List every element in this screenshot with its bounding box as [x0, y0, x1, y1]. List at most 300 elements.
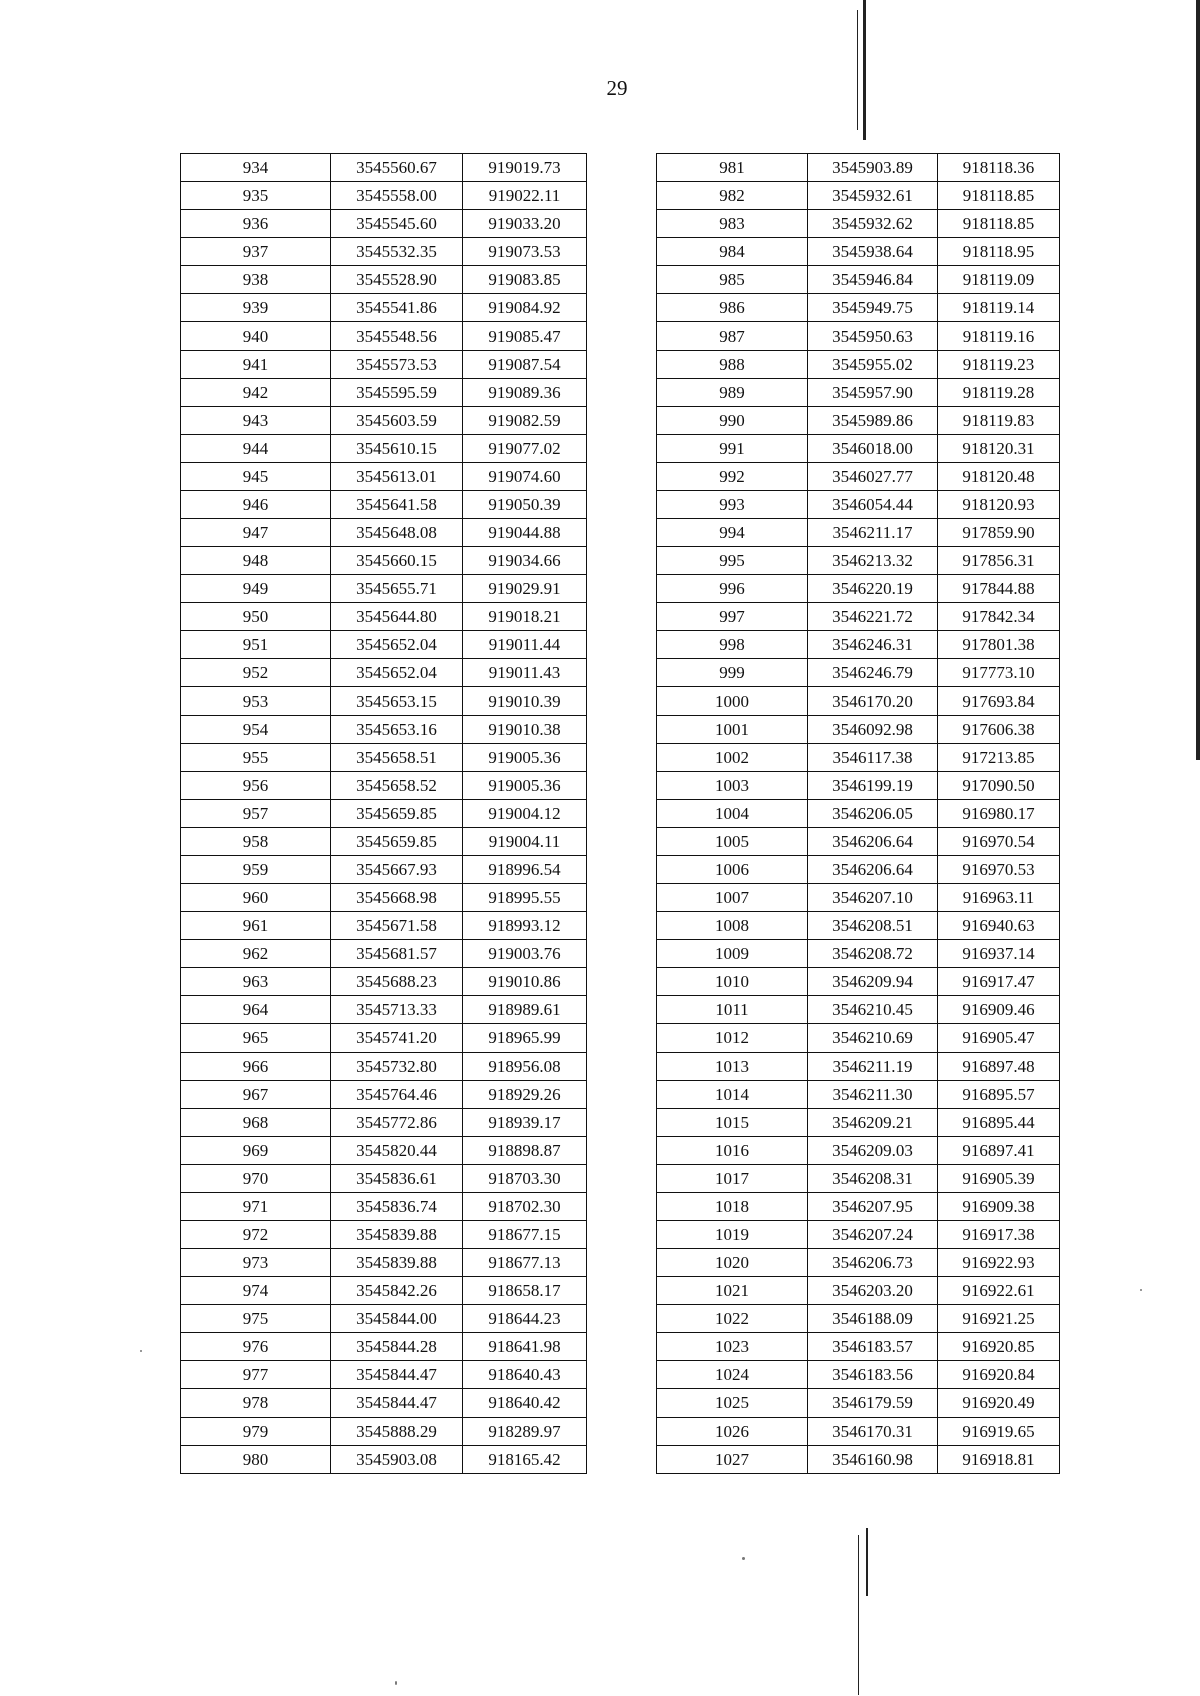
- table-row: [181, 659, 587, 687]
- binding-mark-top-thin: [857, 10, 858, 130]
- y-coordinate-cell: 919089.36: [463, 378, 587, 406]
- point-number-cell: 946: [181, 490, 331, 518]
- table-row: [657, 659, 1060, 687]
- y-coordinate-cell: 916920.49: [938, 1389, 1060, 1417]
- y-coordinate-cell: 916895.44: [938, 1108, 1060, 1136]
- point-number-cell: 998: [657, 631, 808, 659]
- point-number-cell: 964: [181, 996, 331, 1024]
- table-row: [657, 1052, 1060, 1080]
- x-coordinate-cell: 3546208.51: [808, 912, 938, 940]
- table-row: [657, 940, 1060, 968]
- table-row: [181, 912, 587, 940]
- x-coordinate-cell: 3545667.93: [331, 855, 463, 883]
- table-row: [181, 771, 587, 799]
- right-edge-shadow: [1196, 0, 1200, 760]
- point-number-cell: 1015: [657, 1108, 808, 1136]
- point-number-cell: 995: [657, 547, 808, 575]
- coordinates-table-right: [656, 153, 1060, 1474]
- x-coordinate-cell: 3545844.47: [331, 1389, 463, 1417]
- table-row: [181, 1220, 587, 1248]
- x-coordinate-cell: 3545955.02: [808, 350, 938, 378]
- point-number-cell: 944: [181, 434, 331, 462]
- y-coordinate-cell: 919011.44: [463, 631, 587, 659]
- x-coordinate-cell: 3546199.19: [808, 771, 938, 799]
- point-number-cell: 934: [181, 154, 331, 182]
- table-row: [181, 406, 587, 434]
- x-coordinate-cell: 3545671.58: [331, 912, 463, 940]
- x-coordinate-cell: 3545655.71: [331, 575, 463, 603]
- y-coordinate-cell: 918956.08: [463, 1052, 587, 1080]
- scan-speck: [395, 1681, 397, 1685]
- y-coordinate-cell: 917856.31: [938, 547, 1060, 575]
- point-number-cell: 939: [181, 294, 331, 322]
- y-coordinate-cell: 918118.36: [938, 154, 1060, 182]
- y-coordinate-cell: 916963.11: [938, 884, 1060, 912]
- x-coordinate-cell: 3545741.20: [331, 1024, 463, 1052]
- y-coordinate-cell: 918119.28: [938, 378, 1060, 406]
- point-number-cell: 993: [657, 490, 808, 518]
- x-coordinate-cell: 3545888.29: [331, 1417, 463, 1445]
- table-row: [657, 1080, 1060, 1108]
- table-row: [657, 1305, 1060, 1333]
- x-coordinate-cell: 3545820.44: [331, 1136, 463, 1164]
- point-number-cell: 1019: [657, 1220, 808, 1248]
- point-number-cell: 967: [181, 1080, 331, 1108]
- table-row: [657, 350, 1060, 378]
- point-number-cell: 937: [181, 238, 331, 266]
- x-coordinate-cell: 3546092.98: [808, 715, 938, 743]
- y-coordinate-cell: 919022.11: [463, 182, 587, 210]
- table-row: [181, 1277, 587, 1305]
- point-number-cell: 1020: [657, 1249, 808, 1277]
- point-number-cell: 994: [657, 519, 808, 547]
- table-row: [657, 884, 1060, 912]
- y-coordinate-cell: 919010.39: [463, 687, 587, 715]
- point-number-cell: 1022: [657, 1305, 808, 1333]
- y-coordinate-cell: 918640.43: [463, 1361, 587, 1389]
- y-coordinate-cell: 918702.30: [463, 1192, 587, 1220]
- x-coordinate-cell: 3546207.24: [808, 1220, 938, 1248]
- x-coordinate-cell: 3546203.20: [808, 1277, 938, 1305]
- table-row: [657, 799, 1060, 827]
- table-row: [657, 687, 1060, 715]
- x-coordinate-cell: 3545548.56: [331, 322, 463, 350]
- point-number-cell: 972: [181, 1220, 331, 1248]
- x-coordinate-cell: 3545764.46: [331, 1080, 463, 1108]
- table-row: [181, 743, 587, 771]
- point-number-cell: 988: [657, 350, 808, 378]
- table-row: [657, 1277, 1060, 1305]
- y-coordinate-cell: 916917.47: [938, 968, 1060, 996]
- y-coordinate-cell: 918640.42: [463, 1389, 587, 1417]
- x-coordinate-cell: 3545836.74: [331, 1192, 463, 1220]
- point-number-cell: 935: [181, 182, 331, 210]
- y-coordinate-cell: 917213.85: [938, 743, 1060, 771]
- x-coordinate-cell: 3545903.89: [808, 154, 938, 182]
- x-coordinate-cell: 3545844.00: [331, 1305, 463, 1333]
- point-number-cell: 974: [181, 1277, 331, 1305]
- x-coordinate-cell: 3546211.17: [808, 519, 938, 547]
- table-row: [657, 631, 1060, 659]
- table-row: [657, 715, 1060, 743]
- x-coordinate-cell: 3545658.52: [331, 771, 463, 799]
- y-coordinate-cell: 916905.39: [938, 1164, 1060, 1192]
- y-coordinate-cell: 919073.53: [463, 238, 587, 266]
- table-row: [657, 266, 1060, 294]
- table-row: [657, 210, 1060, 238]
- point-number-cell: 968: [181, 1108, 331, 1136]
- x-coordinate-cell: 3545903.08: [331, 1445, 463, 1473]
- x-coordinate-cell: 3545603.59: [331, 406, 463, 434]
- x-coordinate-cell: 3546246.31: [808, 631, 938, 659]
- scan-speck: [742, 1557, 745, 1560]
- y-coordinate-cell: 918677.15: [463, 1220, 587, 1248]
- x-coordinate-cell: 3546210.45: [808, 996, 938, 1024]
- table-row: [657, 322, 1060, 350]
- table-row: [657, 771, 1060, 799]
- x-coordinate-cell: 3546220.19: [808, 575, 938, 603]
- y-coordinate-cell: 917773.10: [938, 659, 1060, 687]
- table-row: [657, 1389, 1060, 1417]
- table-row: [181, 855, 587, 883]
- point-number-cell: 940: [181, 322, 331, 350]
- y-coordinate-cell: 919010.86: [463, 968, 587, 996]
- x-coordinate-cell: 3545844.47: [331, 1361, 463, 1389]
- point-number-cell: 1023: [657, 1333, 808, 1361]
- y-coordinate-cell: 916895.57: [938, 1080, 1060, 1108]
- y-coordinate-cell: 918965.99: [463, 1024, 587, 1052]
- x-coordinate-cell: 3545839.88: [331, 1220, 463, 1248]
- point-number-cell: 938: [181, 266, 331, 294]
- point-number-cell: 971: [181, 1192, 331, 1220]
- table-row: [181, 1164, 587, 1192]
- x-coordinate-cell: 3545648.08: [331, 519, 463, 547]
- coordinates-table-left: [180, 153, 587, 1474]
- point-number-cell: 996: [657, 575, 808, 603]
- y-coordinate-cell: 916909.38: [938, 1192, 1060, 1220]
- point-number-cell: 980: [181, 1445, 331, 1473]
- y-coordinate-cell: 918641.98: [463, 1333, 587, 1361]
- y-coordinate-cell: 918165.42: [463, 1445, 587, 1473]
- x-coordinate-cell: 3545558.00: [331, 182, 463, 210]
- point-number-cell: 1002: [657, 743, 808, 771]
- x-coordinate-cell: 3546183.57: [808, 1333, 938, 1361]
- point-number-cell: 979: [181, 1417, 331, 1445]
- x-coordinate-cell: 3546246.79: [808, 659, 938, 687]
- x-coordinate-cell: 3546206.64: [808, 827, 938, 855]
- point-number-cell: 1000: [657, 687, 808, 715]
- x-coordinate-cell: 3546209.94: [808, 968, 938, 996]
- y-coordinate-cell: 918993.12: [463, 912, 587, 940]
- x-coordinate-cell: 3545949.75: [808, 294, 938, 322]
- y-coordinate-cell: 916970.53: [938, 855, 1060, 883]
- y-coordinate-cell: 919029.91: [463, 575, 587, 603]
- table-row: [181, 519, 587, 547]
- x-coordinate-cell: 3546208.31: [808, 1164, 938, 1192]
- table-row: [657, 1136, 1060, 1164]
- y-coordinate-cell: 916921.25: [938, 1305, 1060, 1333]
- table-row: [657, 547, 1060, 575]
- y-coordinate-cell: 919011.43: [463, 659, 587, 687]
- x-coordinate-cell: 3545946.84: [808, 266, 938, 294]
- y-coordinate-cell: 918658.17: [463, 1277, 587, 1305]
- y-coordinate-cell: 919077.02: [463, 434, 587, 462]
- y-coordinate-cell: 918898.87: [463, 1136, 587, 1164]
- y-coordinate-cell: 916917.38: [938, 1220, 1060, 1248]
- x-coordinate-cell: 3545595.59: [331, 378, 463, 406]
- y-coordinate-cell: 918644.23: [463, 1305, 587, 1333]
- y-coordinate-cell: 917859.90: [938, 519, 1060, 547]
- point-number-cell: 1014: [657, 1080, 808, 1108]
- point-number-cell: 987: [657, 322, 808, 350]
- point-number-cell: 1010: [657, 968, 808, 996]
- point-number-cell: 1018: [657, 1192, 808, 1220]
- point-number-cell: 970: [181, 1164, 331, 1192]
- scan-speck: [1140, 1289, 1142, 1291]
- point-number-cell: 982: [657, 182, 808, 210]
- point-number-cell: 977: [181, 1361, 331, 1389]
- x-coordinate-cell: 3545659.85: [331, 799, 463, 827]
- table-row: [181, 1445, 587, 1473]
- point-number-cell: 965: [181, 1024, 331, 1052]
- x-coordinate-cell: 3545560.67: [331, 154, 463, 182]
- table-row: [181, 294, 587, 322]
- y-coordinate-cell: 916970.54: [938, 827, 1060, 855]
- y-coordinate-cell: 916940.63: [938, 912, 1060, 940]
- x-coordinate-cell: 3545528.90: [331, 266, 463, 294]
- table-row: [181, 1024, 587, 1052]
- x-coordinate-cell: 3545668.98: [331, 884, 463, 912]
- x-coordinate-cell: 3546209.03: [808, 1136, 938, 1164]
- y-coordinate-cell: 919085.47: [463, 322, 587, 350]
- table-row: [181, 462, 587, 490]
- table-row: [657, 294, 1060, 322]
- x-coordinate-cell: 3545842.26: [331, 1277, 463, 1305]
- y-coordinate-cell: 919005.36: [463, 771, 587, 799]
- point-number-cell: 997: [657, 603, 808, 631]
- table-row: [181, 603, 587, 631]
- x-coordinate-cell: 3545957.90: [808, 378, 938, 406]
- point-number-cell: 1011: [657, 996, 808, 1024]
- table-row: [657, 1024, 1060, 1052]
- point-number-cell: 992: [657, 462, 808, 490]
- table-row: [181, 996, 587, 1024]
- table-row: [657, 1445, 1060, 1473]
- x-coordinate-cell: 3546206.73: [808, 1249, 938, 1277]
- point-number-cell: 1027: [657, 1445, 808, 1473]
- y-coordinate-cell: 919033.20: [463, 210, 587, 238]
- table-row: [657, 575, 1060, 603]
- point-number-cell: 1008: [657, 912, 808, 940]
- point-number-cell: 954: [181, 715, 331, 743]
- x-coordinate-cell: 3546179.59: [808, 1389, 938, 1417]
- table-row: [181, 1305, 587, 1333]
- table-row: [181, 575, 587, 603]
- y-coordinate-cell: 917090.50: [938, 771, 1060, 799]
- y-coordinate-cell: 918119.09: [938, 266, 1060, 294]
- table-row: [181, 1136, 587, 1164]
- x-coordinate-cell: 3546170.20: [808, 687, 938, 715]
- x-coordinate-cell: 3546210.69: [808, 1024, 938, 1052]
- point-number-cell: 943: [181, 406, 331, 434]
- y-coordinate-cell: 919044.88: [463, 519, 587, 547]
- x-coordinate-cell: 3546208.72: [808, 940, 938, 968]
- point-number-cell: 957: [181, 799, 331, 827]
- y-coordinate-cell: 919050.39: [463, 490, 587, 518]
- x-coordinate-cell: 3545772.86: [331, 1108, 463, 1136]
- point-number-cell: 951: [181, 631, 331, 659]
- point-number-cell: 990: [657, 406, 808, 434]
- y-coordinate-cell: 918120.48: [938, 462, 1060, 490]
- x-coordinate-cell: 3546117.38: [808, 743, 938, 771]
- page-number: 29: [606, 76, 628, 100]
- y-coordinate-cell: 919010.38: [463, 715, 587, 743]
- y-coordinate-cell: 919019.73: [463, 154, 587, 182]
- point-number-cell: 991: [657, 434, 808, 462]
- table-row: [181, 884, 587, 912]
- x-coordinate-cell: 3545932.62: [808, 210, 938, 238]
- y-coordinate-cell: 919034.66: [463, 547, 587, 575]
- y-coordinate-cell: 918289.97: [463, 1417, 587, 1445]
- y-coordinate-cell: 917842.34: [938, 603, 1060, 631]
- y-coordinate-cell: 916922.93: [938, 1249, 1060, 1277]
- point-number-cell: 973: [181, 1249, 331, 1277]
- x-coordinate-cell: 3546206.64: [808, 855, 938, 883]
- x-coordinate-cell: 3545653.16: [331, 715, 463, 743]
- table-row: [181, 210, 587, 238]
- table-row: [657, 154, 1060, 182]
- y-coordinate-cell: 916980.17: [938, 799, 1060, 827]
- x-coordinate-cell: 3545641.58: [331, 490, 463, 518]
- y-coordinate-cell: 916937.14: [938, 940, 1060, 968]
- x-coordinate-cell: 3546211.19: [808, 1052, 938, 1080]
- table-row: [657, 827, 1060, 855]
- table-row: [657, 182, 1060, 210]
- table-row: [181, 378, 587, 406]
- table-row: [657, 490, 1060, 518]
- table-row: [181, 547, 587, 575]
- point-number-cell: 978: [181, 1389, 331, 1417]
- y-coordinate-cell: 917693.84: [938, 687, 1060, 715]
- y-coordinate-cell: 919087.54: [463, 350, 587, 378]
- y-coordinate-cell: 917844.88: [938, 575, 1060, 603]
- table-row: [181, 1192, 587, 1220]
- y-coordinate-cell: 918120.93: [938, 490, 1060, 518]
- x-coordinate-cell: 3545652.04: [331, 659, 463, 687]
- y-coordinate-cell: 919003.76: [463, 940, 587, 968]
- y-coordinate-cell: 918995.55: [463, 884, 587, 912]
- scan-speck: [140, 1350, 142, 1352]
- point-number-cell: 986: [657, 294, 808, 322]
- y-coordinate-cell: 918118.95: [938, 238, 1060, 266]
- y-coordinate-cell: 919084.92: [463, 294, 587, 322]
- point-number-cell: 975: [181, 1305, 331, 1333]
- table-row: [657, 1361, 1060, 1389]
- x-coordinate-cell: 3545532.35: [331, 238, 463, 266]
- table-row: [181, 1333, 587, 1361]
- point-number-cell: 1004: [657, 799, 808, 827]
- table-row: [181, 1080, 587, 1108]
- y-coordinate-cell: 917801.38: [938, 631, 1060, 659]
- x-coordinate-cell: 3546170.31: [808, 1417, 938, 1445]
- table-row: [181, 1389, 587, 1417]
- table-row: [657, 968, 1060, 996]
- x-coordinate-cell: 3546206.05: [808, 799, 938, 827]
- x-coordinate-cell: 3545989.86: [808, 406, 938, 434]
- y-coordinate-cell: 918939.17: [463, 1108, 587, 1136]
- table-row: [181, 940, 587, 968]
- y-coordinate-cell: 918119.16: [938, 322, 1060, 350]
- table-row: [181, 182, 587, 210]
- point-number-cell: 961: [181, 912, 331, 940]
- x-coordinate-cell: 3545541.86: [331, 294, 463, 322]
- table-row: [181, 1417, 587, 1445]
- x-coordinate-cell: 3546188.09: [808, 1305, 938, 1333]
- y-coordinate-cell: 919082.59: [463, 406, 587, 434]
- x-coordinate-cell: 3545652.04: [331, 631, 463, 659]
- point-number-cell: 953: [181, 687, 331, 715]
- point-number-cell: 976: [181, 1333, 331, 1361]
- point-number-cell: 989: [657, 378, 808, 406]
- point-number-cell: 941: [181, 350, 331, 378]
- table-row: [657, 1192, 1060, 1220]
- point-number-cell: 956: [181, 771, 331, 799]
- point-number-cell: 945: [181, 462, 331, 490]
- y-coordinate-cell: 916897.41: [938, 1136, 1060, 1164]
- point-number-cell: 1006: [657, 855, 808, 883]
- table-row: [181, 715, 587, 743]
- x-coordinate-cell: 3545836.61: [331, 1164, 463, 1192]
- point-number-cell: 949: [181, 575, 331, 603]
- point-number-cell: 1009: [657, 940, 808, 968]
- table-row: [181, 434, 587, 462]
- table-row: [657, 743, 1060, 771]
- x-coordinate-cell: 3545545.60: [331, 210, 463, 238]
- y-coordinate-cell: 918119.14: [938, 294, 1060, 322]
- table-row: [657, 1249, 1060, 1277]
- table-row: [657, 462, 1060, 490]
- table-row: [657, 1220, 1060, 1248]
- table-row: [657, 519, 1060, 547]
- x-coordinate-cell: 3545659.85: [331, 827, 463, 855]
- y-coordinate-cell: 918703.30: [463, 1164, 587, 1192]
- point-number-cell: 1026: [657, 1417, 808, 1445]
- y-coordinate-cell: 916920.85: [938, 1333, 1060, 1361]
- x-coordinate-cell: 3546027.77: [808, 462, 938, 490]
- x-coordinate-cell: 3545644.80: [331, 603, 463, 631]
- table-row: [657, 434, 1060, 462]
- table-row: [657, 1417, 1060, 1445]
- x-coordinate-cell: 3546221.72: [808, 603, 938, 631]
- y-coordinate-cell: 918118.85: [938, 182, 1060, 210]
- table-row: [181, 687, 587, 715]
- x-coordinate-cell: 3545839.88: [331, 1249, 463, 1277]
- y-coordinate-cell: 919005.36: [463, 743, 587, 771]
- y-coordinate-cell: 918677.13: [463, 1249, 587, 1277]
- point-number-cell: 1003: [657, 771, 808, 799]
- point-number-cell: 1017: [657, 1164, 808, 1192]
- table-row: [657, 1333, 1060, 1361]
- binding-mark-bottom: [866, 1528, 868, 1596]
- point-number-cell: 983: [657, 210, 808, 238]
- y-coordinate-cell: 916897.48: [938, 1052, 1060, 1080]
- x-coordinate-cell: 3545688.23: [331, 968, 463, 996]
- x-coordinate-cell: 3545660.15: [331, 547, 463, 575]
- table-row: [181, 350, 587, 378]
- table-row: [181, 1361, 587, 1389]
- x-coordinate-cell: 3546054.44: [808, 490, 938, 518]
- table-row: [657, 1108, 1060, 1136]
